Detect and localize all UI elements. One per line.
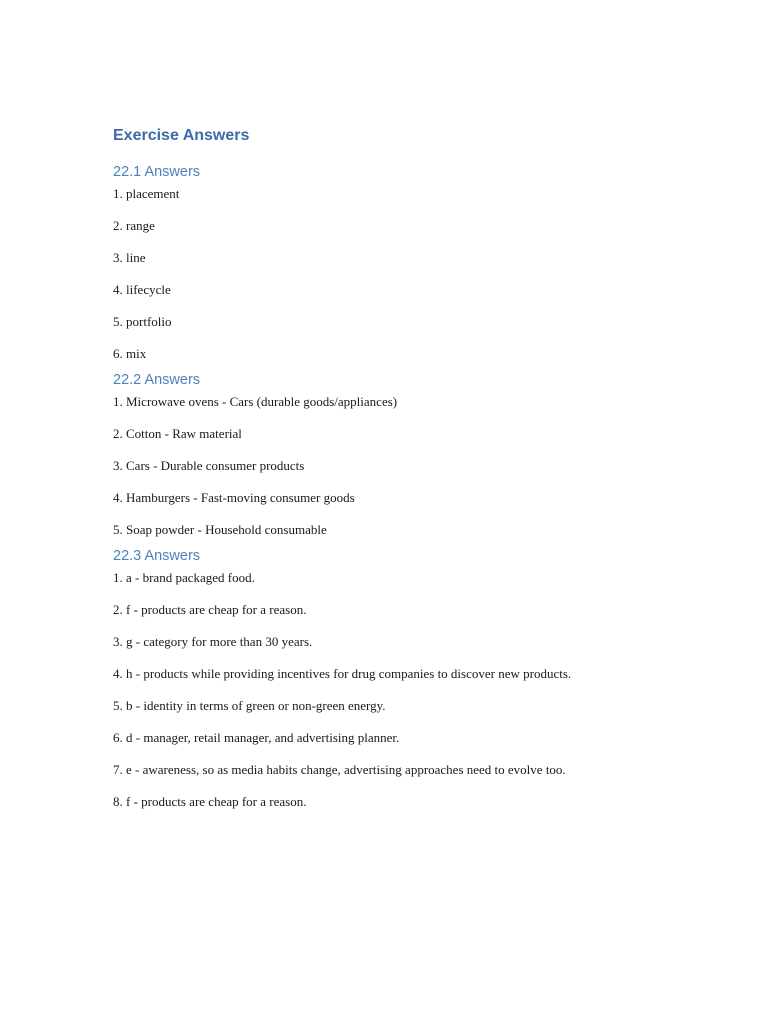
answer-item: 3. g - category for more than 30 years. [113, 634, 313, 649]
answer-list [113, 184, 733, 368]
answer-item: 8. f - products are cheap for a reason. [113, 794, 307, 809]
answer-item: 1. Microwave ovens - Cars (durable goods/appliances) [113, 394, 398, 409]
answer-item: 3. Cars - Durable consumer products [113, 458, 305, 473]
answer-item: 1. a - brand packaged food. [113, 570, 255, 585]
answer-item: 6. d - manager, retail manager, and advertising planner. [113, 730, 400, 745]
section-22-3 [113, 544, 733, 816]
section-heading: 22.1 Answers [113, 164, 201, 180]
answer-item: 4. Hamburgers - Fast-moving consumer goods [113, 490, 355, 505]
answer-item: 1. placement [113, 186, 180, 201]
answer-item: 4. lifecycle [113, 282, 171, 297]
answer-list [113, 392, 733, 544]
answer-item: 2. Cotton - Raw material [113, 426, 242, 441]
section-22-1 [113, 160, 733, 368]
section-22-2 [113, 368, 733, 544]
answer-item: 2. f - products are cheap for a reason. [113, 602, 307, 617]
document-page [113, 124, 733, 816]
section-heading: 22.2 Answers [113, 372, 201, 388]
answer-item: 4. h - products while providing incentives for drug companies to discover new products. [113, 666, 572, 681]
section-heading: 22.3 Answers [113, 548, 201, 564]
answer-item: 6. mix [113, 346, 147, 361]
answer-item: 7. e - awareness, so as media habits change, advertising approaches need to evolve too. [113, 762, 566, 777]
answer-item: 5. b - identity in terms of green or non-green energy. [113, 698, 386, 713]
answer-item: 5. Soap powder - Household consumable [113, 522, 327, 537]
answer-item: 2. range [113, 218, 155, 233]
document-title: Exercise Answers [113, 127, 250, 144]
answer-item: 3. line [113, 250, 146, 265]
answer-list [113, 568, 733, 816]
answer-item: 5. portfolio [113, 314, 172, 329]
